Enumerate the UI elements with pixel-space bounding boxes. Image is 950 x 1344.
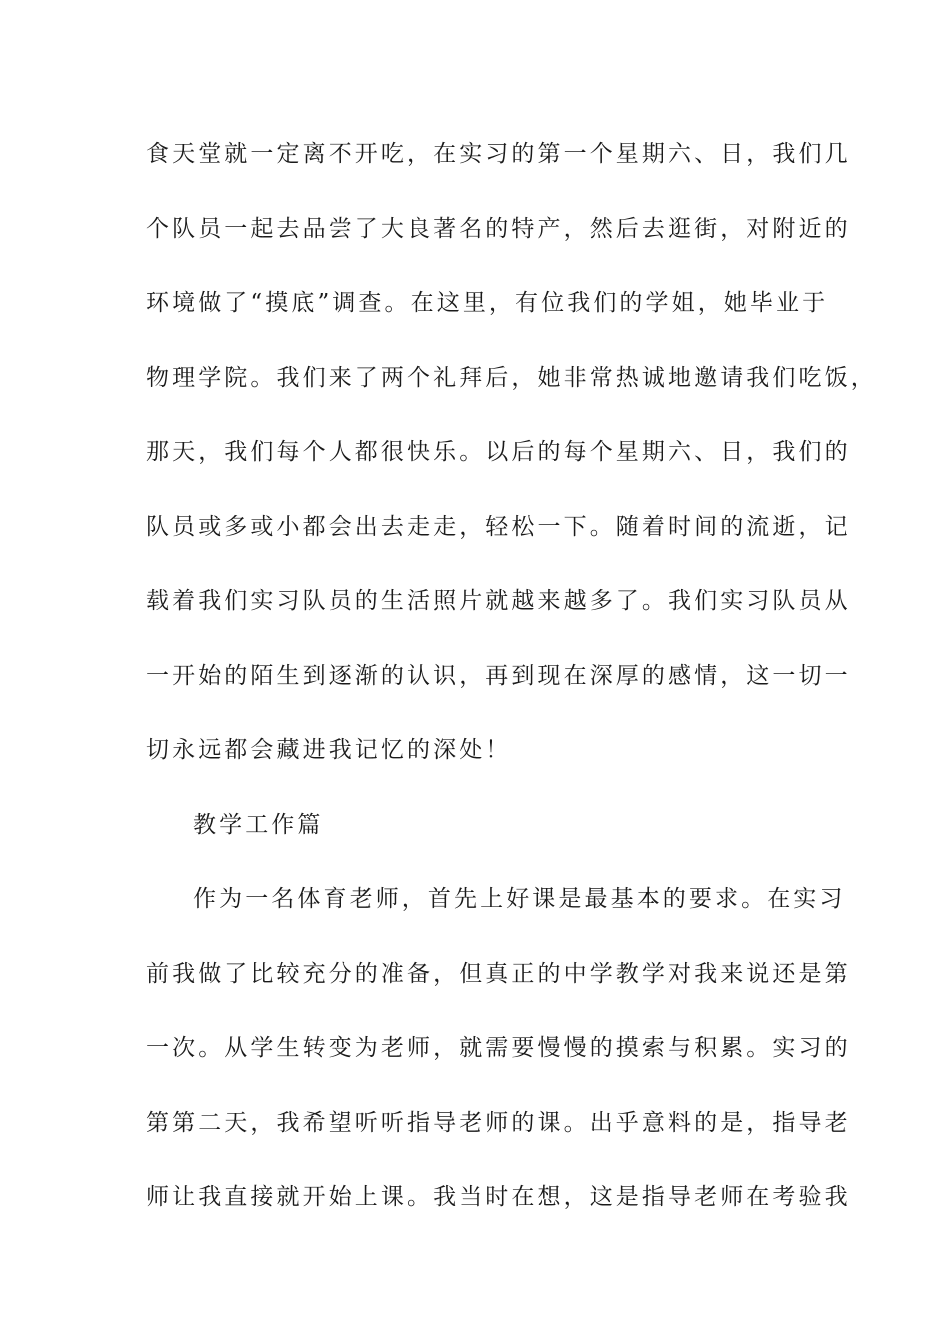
- text-line: 师让我直接就开始上课。我当时在想，这是指导老师在考验我: [146, 1184, 851, 1210]
- text-line: 个队员一起去品尝了大良著名的特产，然后去逛街，对附近的: [146, 215, 851, 242]
- text-line: 载着我们实习队员的生活照片就越来越多了。我们实习队员从: [146, 588, 851, 614]
- text-line: 一开始的陌生到逐渐的认识，再到现在深厚的感情，这一切一: [146, 662, 851, 689]
- text-line: 环境做了“摸底”调查。在这里，有位我们的学姐，她毕业于: [146, 290, 829, 316]
- text-line: 第第二天，我希望听听指导老师的课。出乎意料的是，指导老: [146, 1109, 851, 1136]
- text-line: 那天，我们每个人都很快乐。以后的每个星期六、日，我们的: [146, 439, 851, 465]
- text-line: 队员或多或小都会出去走走，轻松一下。随着时间的流逝，记: [146, 513, 851, 540]
- document-body: [146, 126, 877, 1244]
- text-line: 前我做了比较充分的准备，但真正的中学教学对我来说还是第: [146, 960, 851, 987]
- text-line: 切永远都会藏进我记忆的深处！: [146, 737, 512, 763]
- paragraph-start-line: 作为一名体育老师，首先上好课是最基本的要求。在实习: [193, 886, 846, 912]
- text-line: 物理学院。我们来了两个礼拜后，她非常热诚地邀请我们吃饭，: [146, 364, 877, 391]
- text-line: 食天堂就一定离不开吃，在实习的第一个星期六、日，我们几: [146, 141, 851, 167]
- section-heading: 教学工作篇: [193, 811, 324, 838]
- text-line: 一次。从学生转变为老师，就需要慢慢的摸索与积累。实习的: [146, 1035, 851, 1061]
